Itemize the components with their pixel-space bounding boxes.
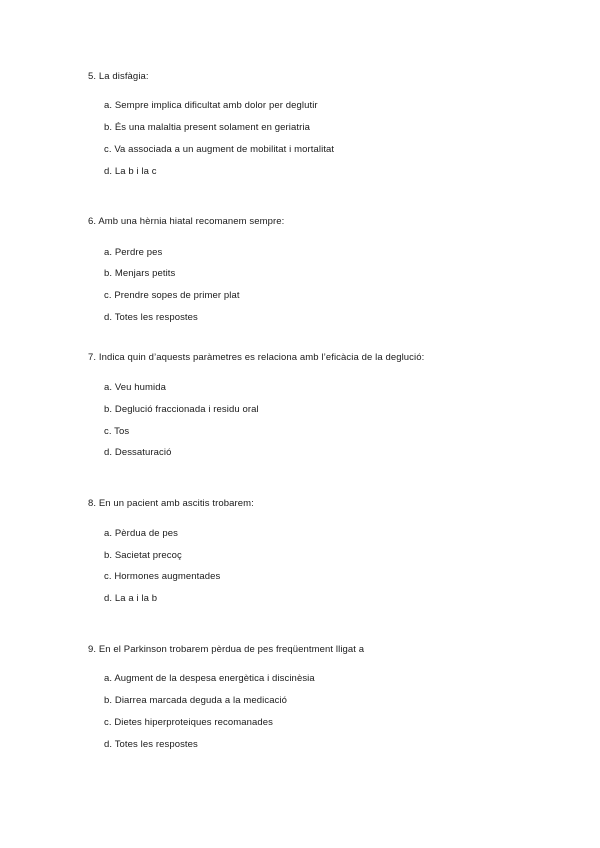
- question-text: 6. Amb una hèrnia hiatal recomanem sempre:: [88, 216, 285, 227]
- option-b: b. Menjars petits: [104, 268, 176, 279]
- question-text: 9. En el Parkinson trobarem pèrdua de pes freqüentment lligat a: [88, 644, 365, 655]
- option-d: d. Totes les respostes: [104, 312, 198, 323]
- question-text: 5. La disfàgia:: [88, 71, 149, 82]
- option-b: b. Sacietat precoç: [104, 550, 182, 561]
- option-c: c. Tos: [104, 426, 130, 437]
- option-c: c. Va associada a un augment de mobilitat i mortalitat: [104, 144, 335, 155]
- option-b: b. Deglució fraccionada i residu oral: [104, 404, 259, 415]
- question-6: [88, 216, 568, 323]
- question-5: [88, 71, 568, 177]
- option-b: b. Diarrea marcada deguda a la medicació: [104, 695, 288, 706]
- option-d: d. Totes les respostes: [104, 739, 198, 750]
- option-c: c. Prendre sopes de primer plat: [104, 290, 240, 301]
- option-a: a. Perdre pes: [104, 247, 163, 258]
- option-c: c. Dietes hiperproteiques recomanades: [104, 717, 273, 728]
- question-7: [88, 352, 568, 458]
- question-9: [88, 644, 568, 750]
- question-8: [88, 498, 568, 604]
- option-a: a. Augment de la despesa energètica i discinèsia: [104, 673, 315, 684]
- option-b: b. És una malaltia present solament en geriatria: [104, 122, 310, 133]
- option-c: c. Hormones augmentades: [104, 571, 221, 582]
- option-a: a. Pèrdua de pes: [104, 528, 178, 539]
- question-text: 7. Indica quin d’aquests paràmetres es relaciona amb l’eficàcia de la deglució:: [88, 352, 425, 363]
- question-text: 8. En un pacient amb ascitis trobarem:: [88, 498, 254, 509]
- option-d: d. La b i la c: [104, 166, 157, 177]
- option-d: d. Dessaturació: [104, 447, 172, 458]
- option-a: a. Veu humida: [104, 382, 167, 393]
- option-a: a. Sempre implica dificultat amb dolor per deglutir: [104, 100, 318, 111]
- option-d: d. La a i la b: [104, 593, 158, 604]
